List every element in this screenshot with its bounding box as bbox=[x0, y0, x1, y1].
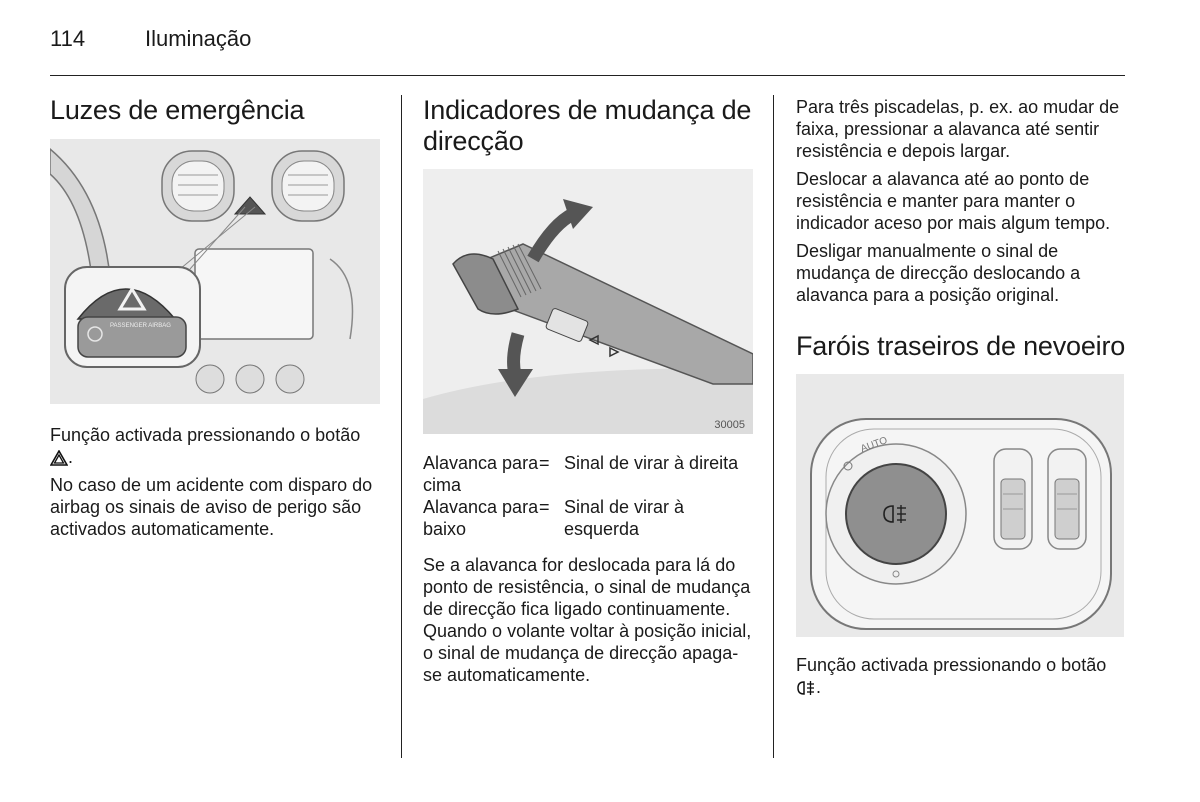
legend-term: Alavanca para cima bbox=[423, 453, 539, 495]
paragraph-switch-off: Desligar manualmente o sinal de mudança de direcção deslocando a alavanca para a posição original. bbox=[796, 241, 1081, 305]
paragraph-text: Função activada pressionando o botão bbox=[796, 655, 1107, 675]
legend-row bbox=[423, 496, 753, 540]
column-divider bbox=[401, 95, 402, 758]
paragraph-resistance: Se a alavanca for deslocada para lá do ponto de resistência, o sinal de mudança de direcção fica ligado continuamente. Quando o volante voltar à posição inicial, o sinal de mudança de direcção apaga-se automaticamente. bbox=[423, 555, 752, 685]
legend-term: Alavanca para baixo bbox=[423, 497, 539, 539]
figure-light-switch bbox=[796, 374, 1124, 637]
section-title: Iluminação bbox=[145, 26, 252, 51]
column-hazard-lights bbox=[50, 95, 380, 540]
figure-hazard-button bbox=[50, 139, 380, 404]
figure-code: 30005 bbox=[714, 419, 745, 431]
column-divider bbox=[773, 95, 774, 758]
paragraph-hold-lever: Deslocar a alavanca até ao ponto de resistência e manter para manter o indicador aceso por mais algum tempo. bbox=[796, 169, 1111, 233]
paragraph-airbag: No caso de um acidente com disparo do airbag os sinais de aviso de perigo são activados automaticamente. bbox=[50, 475, 373, 539]
paragraph-end: . bbox=[816, 677, 822, 697]
paragraph-end: . bbox=[68, 447, 74, 467]
paragraph-function-activated bbox=[50, 424, 380, 468]
header-rule bbox=[50, 75, 1125, 76]
paragraph-text: Função activada pressionando o botão bbox=[50, 425, 361, 445]
heading-rear-fog-lights: Faróis traseiros de nevoeiro bbox=[796, 331, 1126, 361]
auto-label: AUTO bbox=[859, 435, 889, 455]
legend-definition: Sinal de virar à direita bbox=[564, 453, 739, 473]
light-switch-illustration bbox=[796, 374, 1124, 637]
page-header bbox=[50, 26, 251, 52]
legend bbox=[423, 452, 753, 540]
heading-turn-signals: Indicadores de mudança de direcção bbox=[423, 95, 752, 156]
inset-button-label: PASSENGER AIRBAG bbox=[110, 323, 171, 329]
legend-equals: = bbox=[539, 497, 550, 517]
hazard-warning-icon bbox=[50, 450, 68, 466]
lever-illustration bbox=[423, 169, 753, 434]
rear-fog-light-icon bbox=[796, 680, 816, 696]
legend-row bbox=[423, 452, 753, 496]
figure-turn-signal-lever bbox=[423, 169, 753, 434]
heading-hazard-lights: Luzes de emergência bbox=[50, 95, 305, 125]
legend-equals: = bbox=[539, 453, 550, 473]
column-fog-lights bbox=[796, 96, 1126, 698]
dashboard-illustration bbox=[50, 139, 380, 404]
page-number: 114 bbox=[50, 26, 86, 51]
legend-definition: Sinal de virar à esquerda bbox=[564, 497, 685, 539]
paragraph-three-flashes: Para três piscadelas, p. ex. ao mudar de faixa, pressionar a alavanca até sentir resistência e depois largar. bbox=[796, 97, 1120, 161]
column-turn-signals bbox=[423, 95, 753, 686]
paragraph-fog-function bbox=[796, 654, 1126, 698]
